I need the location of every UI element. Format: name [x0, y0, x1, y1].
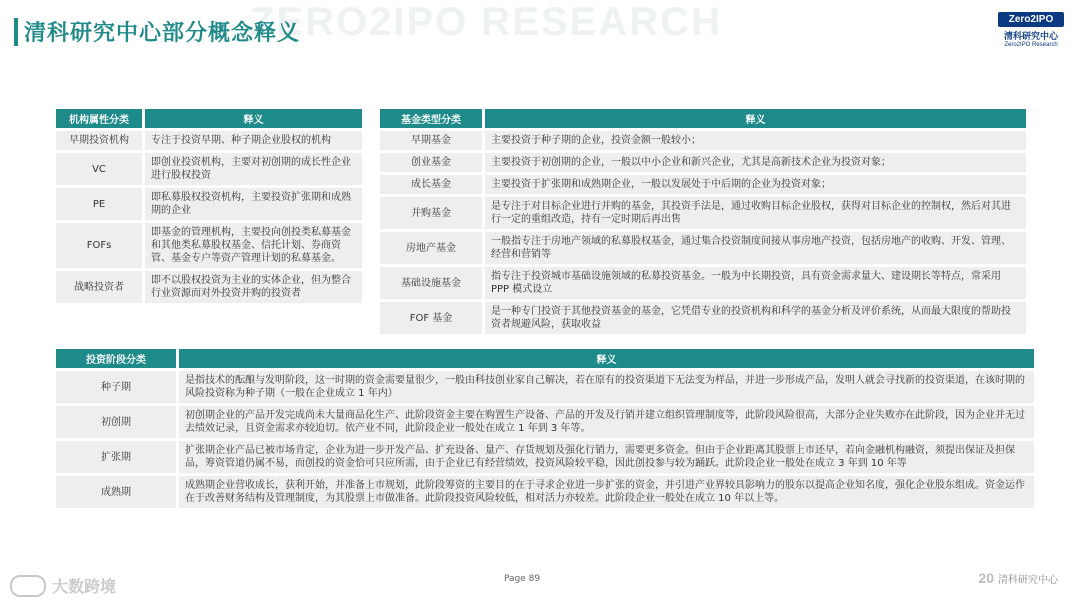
row-definition: 主要投资于种子期的企业，投资金额一般较小；: [482, 131, 1026, 150]
title-accent-bar: [14, 18, 18, 46]
institution-header-definition: 释义: [142, 109, 362, 128]
table-row: [380, 302, 1026, 334]
fund-table: [380, 106, 1026, 337]
row-category: 早期投资机构: [56, 131, 142, 150]
row-definition: 指专注于投资城市基础设施领域的私募投资基金。一般为中长期投资，具有资金需求量大、建设期长等特点，常采用 PPP 模式设立: [482, 267, 1026, 299]
table-row: [56, 153, 362, 185]
table-row: [56, 371, 1034, 403]
row-definition: 即基金的管理机构，主要投向创投类私募基金和其他类私募股权基金、信托计划、券商资管、基金专户等资产管理计划的私募基金。: [142, 223, 362, 268]
row-definition: 一般指专注于房地产领域的私募股权基金，通过集合投资制度间接从事房地产投资，包括房地产的收购、开发、管理、经营和营销等: [482, 232, 1026, 264]
row-category: 创业基金: [380, 153, 482, 172]
stage-header-definition: 释义: [176, 349, 1034, 368]
table-row: [380, 175, 1026, 194]
table-row: [380, 153, 1026, 172]
row-category: FOF 基金: [380, 302, 482, 334]
table-row: [380, 197, 1026, 229]
row-category: 早期基金: [380, 131, 482, 150]
row-definition: 即私募股权投资机构，主要投资扩张期和成熟期的企业: [142, 188, 362, 220]
institution-header-type: 机构属性分类: [56, 109, 142, 128]
fund-header-definition: 释义: [482, 109, 1026, 128]
row-category: 扩张期: [56, 441, 176, 473]
row-definition: 是一种专门投资于其他投资基金的基金，它凭借专业的投资机构和科学的基金分析及评价系统，从而最大限度的帮助投资者规避风险，获取收益: [482, 302, 1026, 334]
zero2ipo-logo: [998, 12, 1064, 48]
table-row: [380, 267, 1026, 299]
row-definition: 是指技术的酝酿与发明阶段，这一时期的资金需要量很少，一般由科技创业家自己解决，若在原有的投资渠道下无法变为样品，并进一步形成产品，发明人就会寻找新的投资渠道，在该时期的风险投资称为种子期（一般在企业成立 1 年内）: [176, 371, 1034, 403]
table-row: [380, 131, 1026, 150]
page-number: Page 89: [504, 574, 541, 584]
row-definition: 主要投资于初创期的企业，一般以中小企业和新兴企业，尤其是高新技术企业为投资对象；: [482, 153, 1026, 172]
row-category: 种子期: [56, 371, 176, 403]
row-category: 成长基金: [380, 175, 482, 194]
row-category: 基础设施基金: [380, 267, 482, 299]
row-definition: 是专注于对目标企业进行并购的基金，其投资手法是，通过收购目标企业股权，获得对目标企业的控制权，然后对其进行一定的重组改造，持有一定时期后再出售: [482, 197, 1026, 229]
row-definition: 即创业投资机构，主要对初创期的成长性企业进行股权投资: [142, 153, 362, 185]
table-row: [56, 131, 362, 150]
logo-en-text: Zero2IPO Research: [1004, 42, 1058, 48]
row-category: VC: [56, 153, 142, 185]
footer-brand-number: 20: [978, 570, 994, 586]
footer-brand: [978, 570, 1058, 586]
table-row: [380, 232, 1026, 264]
logo-cn-text: 清科研究中心: [1003, 32, 1058, 42]
bottom-watermark: [10, 574, 116, 597]
row-definition: 专注于投资早期、种子期企业股权的机构: [142, 131, 362, 150]
table-row: [56, 441, 1034, 473]
watermark-logo-icon: [10, 575, 46, 597]
row-category: 并购基金: [380, 197, 482, 229]
row-category: 初创期: [56, 406, 176, 438]
table-row: [56, 476, 1034, 508]
row-category: PE: [56, 188, 142, 220]
stage-table: [56, 346, 1034, 511]
logo-mark: Zero2IPO: [998, 12, 1064, 27]
row-category: 战略投资者: [56, 271, 142, 303]
header-watermark: ZERO2IPO RESEARCH: [250, 0, 722, 44]
institution-table: [56, 106, 362, 306]
table-row: [56, 188, 362, 220]
page-title: 清科研究中心部分概念释义: [24, 21, 301, 46]
row-category: FOFs: [56, 223, 142, 268]
fund-header-type: 基金类型分类: [380, 109, 482, 128]
row-category: 房地产基金: [380, 232, 482, 264]
row-category: 成熟期: [56, 476, 176, 508]
bottom-watermark-text: 大数跨境: [52, 577, 117, 596]
row-definition: 成熟期企业营收成长，获利开始，并准备上市规划，此阶段筹资的主要目的在于寻求企业进一步扩张的资金，并引进产业界较具影响力的股东以提高企业知名度，强化企业股东组成。资金运作在于改善财务结构及管理制度，为其股票上市做准备。此阶段投资风险较低，相对活力亦较差。此阶段企业一般处在成立 10 年以上等。: [176, 476, 1034, 508]
row-definition: 即不以股权投资为主业的实体企业，但为整合行业资源而对外投资并购的投资者: [142, 271, 362, 303]
table-row: [56, 271, 362, 303]
row-definition: 扩张期企业产品已被市场肯定，企业为进一步开发产品、扩充设备、量产、存货规划及强化行销力，需要更多资金。但由于企业距离其股票上市还早，若向金融机构融资，须提出保证及担保品，筹资管道仍属不易，而创投的资金恰可只应所需，由于企业已有经营绩效，投资风险较平稳，因此创投参与较为踊跃。此阶段企业一般处在成立 3 年到 10 年等: [176, 441, 1034, 473]
row-definition: 初创期企业的产品开发完成尚未大量商品化生产、此阶段资金主要在购置生产设备、产品的开发及行销并建立组织管理制度等，此阶段风险很高，大部分企业失败亦在此阶段，因为企业并无过去绩效记录，且资金需求亦较迫切。依产业不同，此阶段企业一般处在成立 1 年到 3 年等。: [176, 406, 1034, 438]
table-row: [56, 406, 1034, 438]
stage-header-type: 投资阶段分类: [56, 349, 176, 368]
table-row: [56, 223, 362, 268]
footer-brand-text: 清科研究中心: [998, 574, 1058, 586]
row-definition: 主要投资于扩张期和成熟期企业，一般以发展处于中后期的企业为投资对象；: [482, 175, 1026, 194]
